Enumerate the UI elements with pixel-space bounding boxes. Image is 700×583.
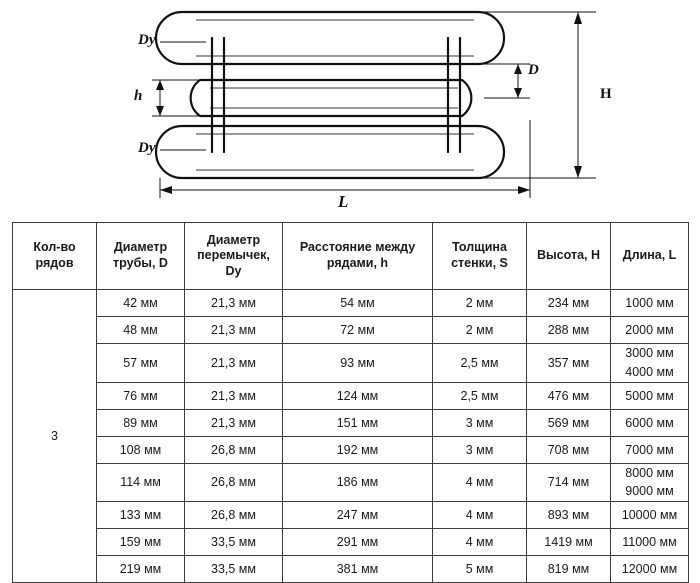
table-row	[13, 436, 689, 463]
cell-wall-thickness: 5 мм	[433, 556, 527, 583]
cell-wall-thickness: 4 мм	[433, 529, 527, 556]
cell-jumper-diameter: 21,3 мм	[185, 317, 283, 344]
table-row	[13, 409, 689, 436]
cell-height: 288 мм	[527, 317, 611, 344]
header-jumper-diameter: Диаметр перемычек, Dy	[185, 223, 283, 290]
cell-row-spacing: 72 мм	[283, 317, 433, 344]
cell-jumper-diameter: 21,3 мм	[185, 409, 283, 436]
cell-wall-thickness: 4 мм	[433, 463, 527, 502]
cell-length: 2000 мм	[611, 317, 689, 344]
cell-height: 819 мм	[527, 556, 611, 583]
cell-pipe-diameter: 133 мм	[97, 502, 185, 529]
cell-wall-thickness: 3 мм	[433, 409, 527, 436]
cell-length: 11000 мм	[611, 529, 689, 556]
cell-jumper-diameter: 33,5 мм	[185, 556, 283, 583]
cell-jumper-diameter: 26,8 мм	[185, 463, 283, 502]
cell-row-spacing: 192 мм	[283, 436, 433, 463]
header-length: Длина, L	[611, 223, 689, 290]
cell-row-spacing: 186 мм	[283, 463, 433, 502]
table-row	[13, 344, 689, 383]
header-rows-count: Кол-во рядов	[13, 223, 97, 290]
cell-length: 8000 мм 9000 мм	[611, 463, 689, 502]
cell-pipe-diameter: 76 мм	[97, 382, 185, 409]
label-dy-bottom: Dy	[138, 140, 156, 156]
cell-height: 708 мм	[527, 436, 611, 463]
cell-pipe-diameter: 159 мм	[97, 529, 185, 556]
cell-pipe-diameter: 219 мм	[97, 556, 185, 583]
table-row	[13, 556, 689, 583]
table-row	[13, 290, 689, 317]
cell-jumper-diameter: 26,8 мм	[185, 436, 283, 463]
cell-jumper-diameter: 21,3 мм	[185, 382, 283, 409]
cell-height: 569 мм	[527, 409, 611, 436]
cell-wall-thickness: 2 мм	[433, 317, 527, 344]
cell-height: 714 мм	[527, 463, 611, 502]
cell-length: 7000 мм	[611, 436, 689, 463]
cell-height: 476 мм	[527, 382, 611, 409]
cell-length: 1000 мм	[611, 290, 689, 317]
cell-pipe-diameter: 114 мм	[97, 463, 185, 502]
label-d: D	[528, 62, 539, 78]
cell-height: 1419 мм	[527, 529, 611, 556]
cell-jumper-diameter: 21,3 мм	[185, 290, 283, 317]
cell-height: 234 мм	[527, 290, 611, 317]
table-header-row	[13, 223, 689, 290]
header-pipe-diameter: Диаметр трубы, D	[97, 223, 185, 290]
cell-rows-count: 3	[13, 290, 97, 583]
cell-pipe-diameter: 89 мм	[97, 409, 185, 436]
label-dy-top: Dy	[138, 32, 156, 48]
cell-length: 6000 мм	[611, 409, 689, 436]
table-row	[13, 463, 689, 502]
label-height: H	[600, 86, 612, 102]
cell-wall-thickness: 3 мм	[433, 436, 527, 463]
cell-row-spacing: 151 мм	[283, 409, 433, 436]
cell-pipe-diameter: 57 мм	[97, 344, 185, 383]
cell-wall-thickness: 2,5 мм	[433, 344, 527, 383]
cell-length: 12000 мм	[611, 556, 689, 583]
cell-pipe-diameter: 42 мм	[97, 290, 185, 317]
cell-height: 357 мм	[527, 344, 611, 383]
table-row	[13, 529, 689, 556]
cell-length: 10000 мм	[611, 502, 689, 529]
table-row	[13, 502, 689, 529]
header-height: Высота, H	[527, 223, 611, 290]
table-row	[13, 317, 689, 344]
cell-wall-thickness: 4 мм	[433, 502, 527, 529]
cell-pipe-diameter: 108 мм	[97, 436, 185, 463]
cell-wall-thickness: 2 мм	[433, 290, 527, 317]
cell-row-spacing: 381 мм	[283, 556, 433, 583]
cell-row-spacing: 54 мм	[283, 290, 433, 317]
label-h: h	[134, 88, 143, 104]
cell-jumper-diameter: 33,5 мм	[185, 529, 283, 556]
cell-length: 5000 мм	[611, 382, 689, 409]
diagram-area	[0, 0, 700, 212]
cell-row-spacing: 124 мм	[283, 382, 433, 409]
cell-height: 893 мм	[527, 502, 611, 529]
cell-row-spacing: 291 мм	[283, 529, 433, 556]
header-wall-thickness: Толщина стенки, S	[433, 223, 527, 290]
label-length: L	[338, 192, 349, 211]
register-schematic	[0, 0, 700, 212]
table-row	[13, 382, 689, 409]
cell-jumper-diameter: 26,8 мм	[185, 502, 283, 529]
cell-jumper-diameter: 21,3 мм	[185, 344, 283, 383]
cell-row-spacing: 93 мм	[283, 344, 433, 383]
cell-row-spacing: 247 мм	[283, 502, 433, 529]
cell-length: 3000 мм 4000 мм	[611, 344, 689, 383]
header-row-spacing: Расстояние между рядами, h	[283, 223, 433, 290]
cell-wall-thickness: 2,5 мм	[433, 382, 527, 409]
cell-pipe-diameter: 48 мм	[97, 317, 185, 344]
specifications-table	[12, 222, 689, 583]
